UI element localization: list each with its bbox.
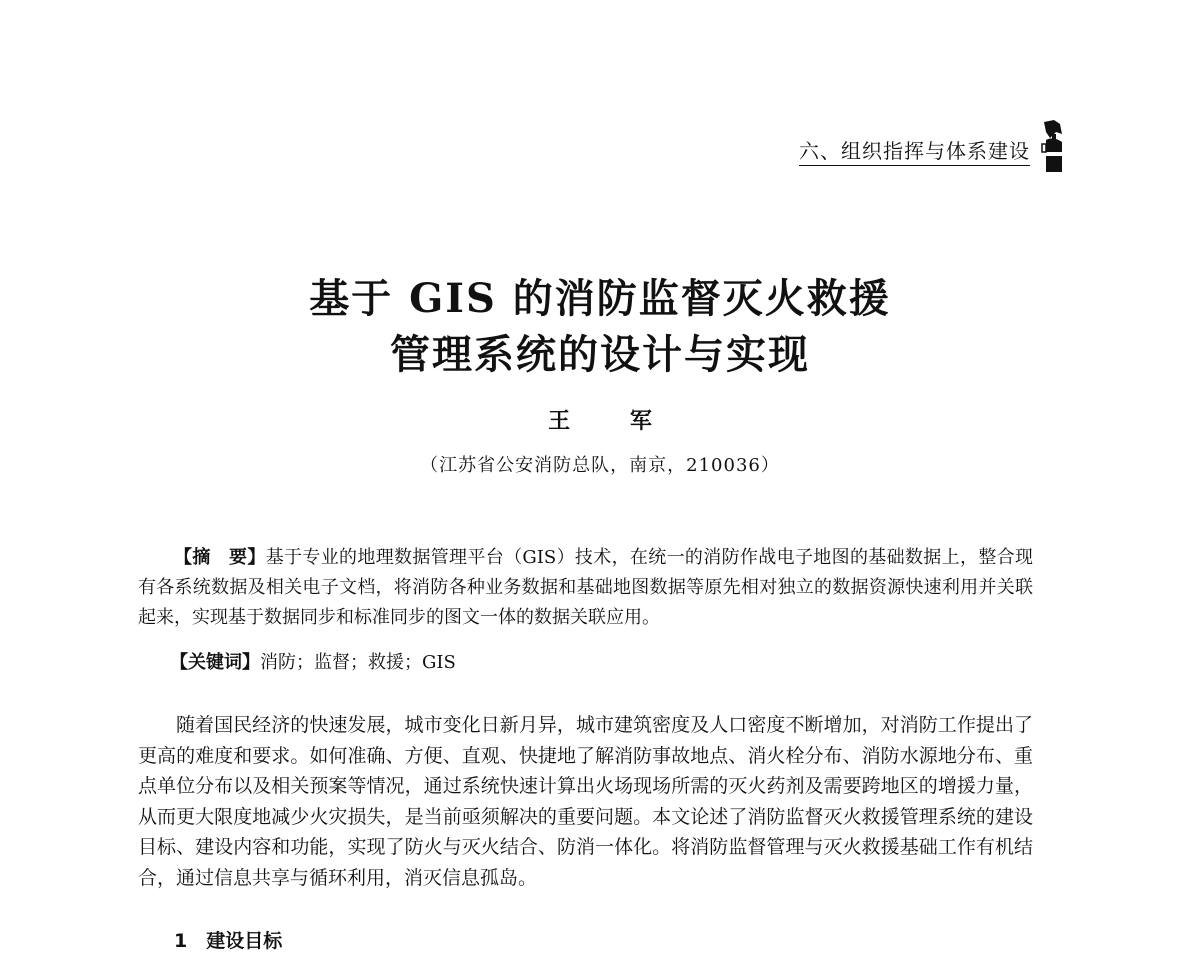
running-header-text: 六、组织指挥与体系建设 [799,138,1030,166]
keywords-label: 【关键词】 [170,652,260,673]
body-paragraph: 随着国民经济的快速发展，城市变化日新月异，城市建筑密度及人口密度不断增加，对消防工作提出了更高的难度和要求。如何准确、方便、直观、快捷地了解消防事故地点、消火栓分布、消防水源地分布、重点单位分布以及相关预案等情况，通过系统快速计算出火场现场所需的灭火药剂及需要跨地区的增援力量，从而更大限度地减少火灾损失，是当前亟须解决的重要问题。本文论述了消防监督灭火救援管理系统的建设目标、建设内容和功能，实现了防火与灭火结合、防消一体化。将消防监督管理与灭火救援基础工作有机结合，通过信息共享与循环利用，消灭信息孤岛。 [138,714,1033,889]
running-header [799,138,1030,166]
abstract-text: 基于专业的地理数据管理平台（GIS）技术，在统一的消防作战电子地图的基础数据上，整合现有各系统数据及相关电子文档，将消防各种业务数据和基础地图数据等原先相对独立的数据资源快速利用并关联起来，实现基于数据同步和标准同步的图文一体的数据关联应用。 [138,547,1033,628]
abstract-label: 【摘 要】 [174,547,266,568]
title-line-2: 管理系统的设计与实现 [390,330,810,378]
keywords [170,648,456,678]
article-title [0,271,1200,383]
title-line-1: 基于 GIS 的消防监督灭火救援 [309,274,891,322]
fire-extinguisher-icon [1040,118,1066,174]
author-name: 王 军 [548,408,678,434]
abstract [138,543,1033,633]
author-affiliation: （江苏省公安消防总队，南京，210036） [420,455,780,476]
keywords-text: 消防；监督；救援；GIS [260,652,456,673]
section-heading: 1 建设目标 [174,930,283,952]
